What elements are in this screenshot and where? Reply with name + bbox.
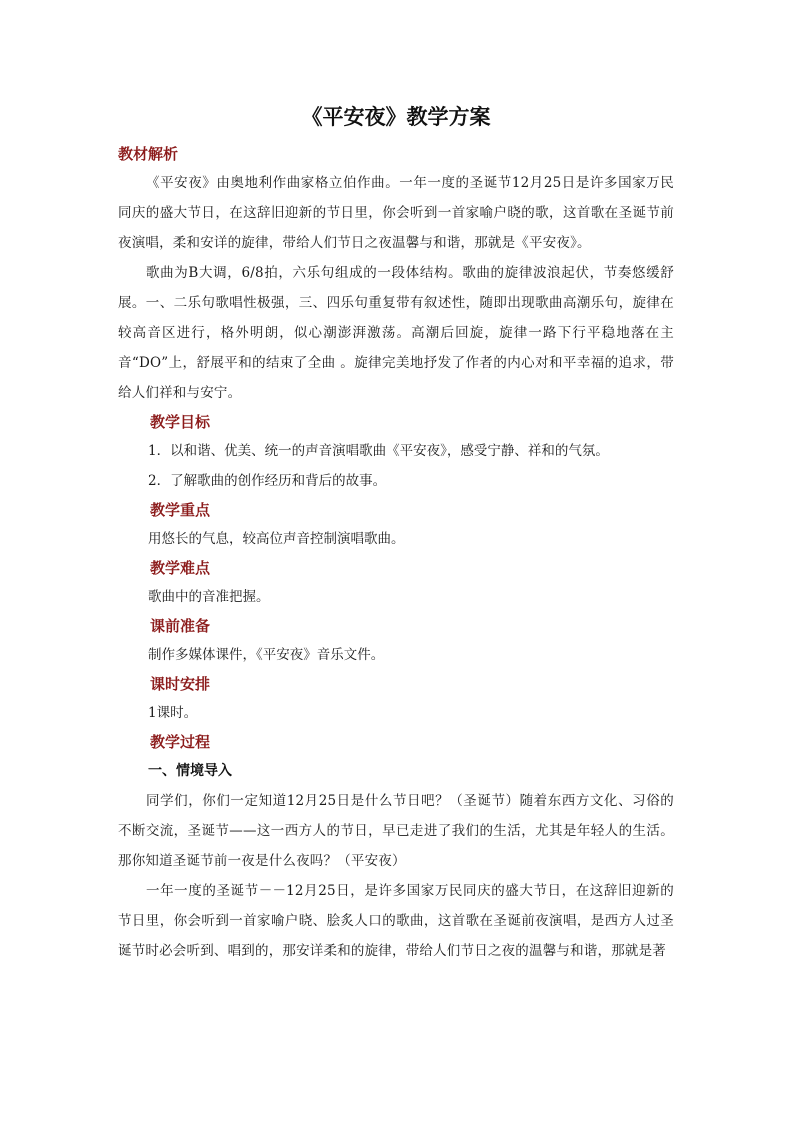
process-paragraph-1: 同学们，你们一定知道12月25日是什么节日吧？（圣诞节）随着东西方文化、习俗的不断交流，圣诞节——这一西方人的节日，早已走进了我们的生活，尤其是年轻人的生活。那你知道圣诞节前一夜是什么夜吗？（平安夜） [118,793,674,869]
goal-item-1: 1．以和谐、优美、统一的声音演唱歌曲《平安夜》，感受宁静、祥和的气氛。 [148,443,609,459]
goal-item-2: 2．了解歌曲的创作经历和背后的故事。 [148,473,387,489]
section-heading-difficulties: 教学难点 [150,559,211,577]
section-heading-analysis: 教材解析 [118,145,179,163]
section-heading-goals: 教学目标 [150,413,211,431]
section-heading-key-points: 教学重点 [150,501,211,519]
process-paragraph-2: 一年一度的圣诞节－－12月25日，是许多国家万民同庆的盛大节日，在这辞旧迎新的节日里，你会听到一首家喻户晓、脍炙人口的歌曲，这首歌在圣诞前夜演唱，是西方人过圣诞节时必会听到、唱到的，那安详柔和的旋律，带给人们节日之夜的温馨与和谐，那就是著 [118,883,674,959]
analysis-paragraph-1: 《平安夜》由奥地利作曲家格立伯作曲。一年一度的圣诞节12月25日是许多国家万民同庆的盛大节日，在这辞旧迎新的节日里，你会听到一首家喻户晓的歌，这首歌在圣诞节前夜演唱，柔和安详的旋律，带给人们节日之夜温馨与和谐，那就是《平安夜》。 [118,175,674,251]
document-title: 《平安夜》教学方案 [301,104,491,129]
section-heading-preparation: 课前准备 [150,617,211,635]
section-heading-process: 教学过程 [150,733,211,751]
key-points-text: 用悠长的气息，较高位声音控制演唱歌曲。 [148,531,405,547]
analysis-paragraph-2: 歌曲为B大调，6/8拍，六乐句组成的一段体结构。歌曲的旋律波浪起伏，节奏悠缓舒展。一、二乐句歌唱性极强，三、四乐句重复带有叙述性，随即出现歌曲高潮乐句，旋律在较高音区进行，格外明朗，似心潮澎湃激荡。高潮后回旋，旋律一路下行平稳地落在主音“DO”上，舒展平和的结束了全曲 。旋律完美地抒发了作者的内心对和平幸福的追求，带给人们祥和与安宁。 [118,265,674,401]
process-step-1-heading: 一、情境导入 [148,763,232,779]
difficulties-text: 歌曲中的音准把握。 [148,589,270,605]
preparation-text: 制作多媒体课件，《平安夜》音乐文件。 [148,647,385,663]
schedule-text: 1课时。 [148,705,198,721]
document-page [118,100,674,966]
section-heading-schedule: 课时安排 [150,675,211,693]
